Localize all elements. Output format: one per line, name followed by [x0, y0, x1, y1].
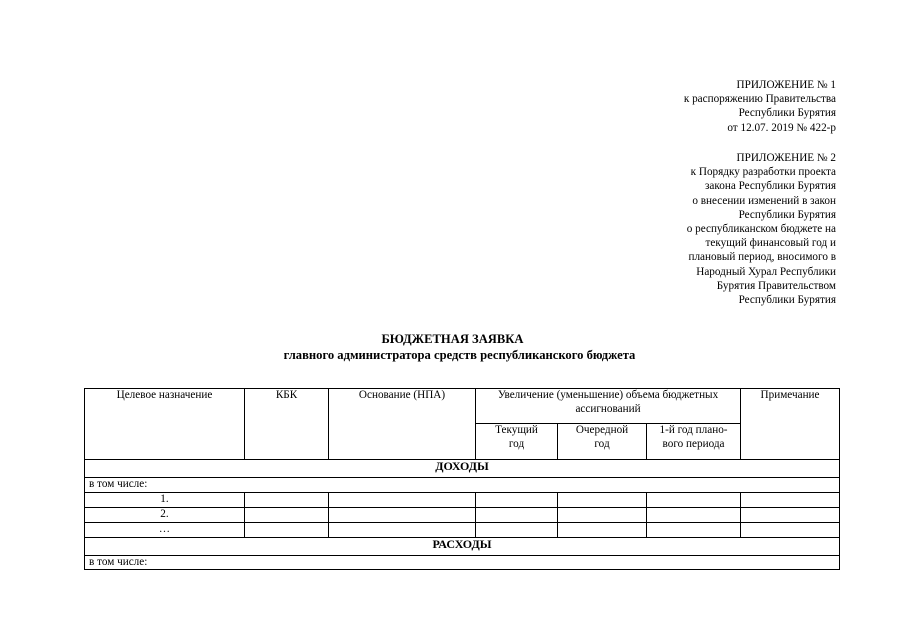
- table-cell: [741, 492, 840, 507]
- appendix-2-line: к Порядку разработки проекта: [690, 166, 836, 179]
- table-header-row: [85, 389, 840, 424]
- appendix-2-line: Народный Хурал Республики: [696, 265, 836, 278]
- header-plan-year-1: 1-й год плано-вого периода: [647, 424, 741, 460]
- header-kbk: КБК: [245, 389, 329, 460]
- row-number: …: [85, 522, 245, 537]
- table-cell: [647, 507, 741, 522]
- table-cell: [647, 522, 741, 537]
- appendix-2-line: о республиканском бюджете на: [686, 223, 836, 236]
- table-cell: [245, 492, 329, 507]
- appendix-2-line: плановый период, вносимого в: [688, 251, 836, 264]
- table-row: [85, 492, 840, 507]
- section-income: ДОХОДЫ: [85, 460, 840, 478]
- appendix-2-line: Бурятия Правительством: [716, 279, 836, 292]
- table-cell: [741, 522, 840, 537]
- income-including-row: [85, 478, 840, 493]
- table-cell: [647, 492, 741, 507]
- table-row: [85, 522, 840, 537]
- table-cell: [329, 507, 476, 522]
- table-cell: [558, 492, 647, 507]
- header-next-year: Очередной год: [558, 424, 647, 460]
- appendix-2-line: Республики Бурятия: [738, 208, 836, 221]
- table-cell: [245, 507, 329, 522]
- appendix-1-block: [684, 78, 836, 135]
- section-expenses-row: [85, 537, 840, 555]
- document-title: [0, 331, 905, 363]
- table-cell: [558, 522, 647, 537]
- section-income-row: [85, 460, 840, 478]
- table-row: [85, 507, 840, 522]
- table-cell: [476, 492, 558, 507]
- appendix-2-line: Республики Бурятия: [738, 294, 836, 307]
- appendix-1-line: от 12.07. 2019 № 422-р: [727, 121, 836, 134]
- document-title-sub: главного администратора средств республиканского бюджета: [283, 348, 636, 362]
- appendix-2-line: закона Республики Бурятия: [704, 180, 836, 193]
- table-cell: [476, 507, 558, 522]
- row-number: 2.: [85, 507, 245, 522]
- header-purpose: Целевое назначение: [85, 389, 245, 460]
- document-title-main: БЮДЖЕТНАЯ ЗАЯВКА: [381, 332, 524, 346]
- table-cell: [329, 522, 476, 537]
- income-including-label: в том числе:: [85, 478, 840, 493]
- header-basis: Основание (НПА): [329, 389, 476, 460]
- table-cell: [741, 507, 840, 522]
- appendix-1-line: Республики Бурятия: [738, 107, 836, 120]
- table-cell: [476, 522, 558, 537]
- section-expenses: РАСХОДЫ: [85, 537, 840, 555]
- budget-request-table: [84, 388, 840, 570]
- appendix-2-line: о внесении изменений в закон: [692, 194, 836, 207]
- header-change: Увеличение (уменьшение) объема бюджетных ассигнований: [476, 389, 741, 424]
- row-number: 1.: [85, 492, 245, 507]
- header-note: Примечание: [741, 389, 840, 460]
- appendix-2-block: [687, 151, 836, 307]
- appendix-2-line: текущий финансовый год и: [705, 237, 836, 250]
- table-cell: [329, 492, 476, 507]
- table-cell: [558, 507, 647, 522]
- expenses-including-label: в том числе:: [85, 555, 840, 570]
- appendix-1-line: ПРИЛОЖЕНИЕ № 1: [736, 79, 836, 91]
- appendix-2-line: ПРИЛОЖЕНИЕ № 2: [736, 152, 836, 164]
- appendix-1-line: к распоряжению Правительства: [683, 93, 836, 106]
- header-current-year: Текущий год: [476, 424, 558, 460]
- table-cell: [245, 522, 329, 537]
- expenses-including-row: [85, 555, 840, 570]
